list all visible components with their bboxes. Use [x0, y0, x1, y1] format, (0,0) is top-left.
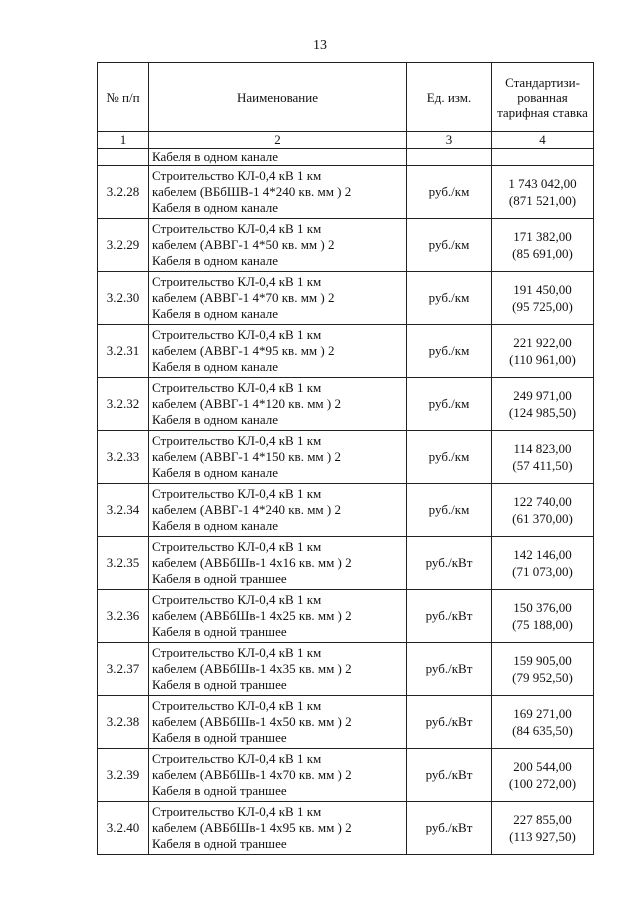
- row-unit: руб./кВт: [407, 643, 492, 696]
- row-rate-half: (75 188,00): [512, 617, 573, 632]
- table-row: [98, 749, 594, 802]
- page-number: 13: [313, 38, 327, 53]
- row-rate: [492, 537, 594, 590]
- row-number: 3.2.28: [98, 166, 149, 219]
- row-name-line: кабелем (АВБбШв-1 4х95 кв. мм ) 2: [152, 820, 352, 835]
- row-name-line: Строительство КЛ-0,4 кВ 1 км: [152, 698, 322, 713]
- row-name-line: кабелем (АВВГ-1 4*95 кв. мм ) 2: [152, 343, 335, 358]
- row-unit: руб./км: [407, 166, 492, 219]
- row-name: [149, 643, 407, 696]
- row-unit: руб./км: [407, 431, 492, 484]
- row-name-line: Кабеля в одном канале: [152, 465, 279, 480]
- row-name: [149, 166, 407, 219]
- row-name-line: Кабеля в одной траншее: [152, 836, 287, 851]
- row-rate: [492, 272, 594, 325]
- row-rate-half: (85 691,00): [512, 246, 573, 261]
- row-name-line: Строительство КЛ-0,4 кВ 1 км: [152, 274, 322, 289]
- row-number: 3.2.31: [98, 325, 149, 378]
- table-row: [98, 643, 594, 696]
- table-row: [98, 484, 594, 537]
- row-rate-value: 159 905,00: [513, 653, 572, 668]
- row-rate: [492, 378, 594, 431]
- row-name: [149, 431, 407, 484]
- row-rate: [492, 643, 594, 696]
- row-number: 3.2.32: [98, 378, 149, 431]
- row-rate: [492, 431, 594, 484]
- row-name-line: Кабеля в одной траншее: [152, 677, 287, 692]
- row-name-line: кабелем (АВВГ-1 4*120 кв. мм ) 2: [152, 396, 341, 411]
- row-rate: [492, 802, 594, 855]
- row-name-line: Кабеля в одном канале: [152, 200, 279, 215]
- row-rate-value: 142 146,00: [513, 547, 572, 562]
- header-name: Наименование: [149, 63, 407, 132]
- row-rate-value: 122 740,00: [513, 494, 572, 509]
- row-name: [149, 219, 407, 272]
- row-rate-value: 114 823,00: [513, 441, 572, 456]
- row-rate-value: 150 376,00: [513, 600, 572, 615]
- row-name-line: Кабеля в одной траншее: [152, 624, 287, 639]
- row-unit: руб./кВт: [407, 749, 492, 802]
- table-row: [98, 431, 594, 484]
- row-rate: [492, 749, 594, 802]
- row-rate-half: (57 411,50): [512, 458, 573, 473]
- row-name-line: кабелем (ВБбШВ-1 4*240 кв. мм ) 2: [152, 184, 352, 199]
- row-rate: [492, 696, 594, 749]
- row-name-line: кабелем (АВВГ-1 4*70 кв. мм ) 2: [152, 290, 335, 305]
- row-name-line: кабелем (АВБбШв-1 4х50 кв. мм ) 2: [152, 714, 352, 729]
- row-name-line: Строительство КЛ-0,4 кВ 1 км: [152, 327, 322, 342]
- column-number: 3: [407, 132, 492, 149]
- row-name-line: кабелем (АВБбШв-1 4х25 кв. мм ) 2: [152, 608, 352, 623]
- column-number: 4: [492, 132, 594, 149]
- row-number: 3.2.35: [98, 537, 149, 590]
- row-rate-half: (79 952,50): [512, 670, 573, 685]
- row-number: 3.2.38: [98, 696, 149, 749]
- row-unit: руб./км: [407, 219, 492, 272]
- row-number: 3.2.33: [98, 431, 149, 484]
- row-unit: руб./км: [407, 378, 492, 431]
- row-name-line: Кабеля в одном канале: [152, 359, 279, 374]
- row-name-line: Строительство КЛ-0,4 кВ 1 км: [152, 168, 322, 183]
- table-row: [98, 219, 594, 272]
- row-name: [149, 272, 407, 325]
- row-rate: [492, 484, 594, 537]
- column-number-row: [98, 132, 594, 149]
- row-name-line: Кабеля в одном канале: [152, 412, 279, 427]
- row-name-line: Кабеля в одном канале: [152, 306, 279, 321]
- row-name: [149, 590, 407, 643]
- row-unit: руб./км: [407, 325, 492, 378]
- row-number: 3.2.34: [98, 484, 149, 537]
- row-rate-half: (61 370,00): [512, 511, 573, 526]
- row-name: [149, 696, 407, 749]
- row-name: [149, 378, 407, 431]
- row-rate-half: (110 961,00): [509, 352, 576, 367]
- header-unit: Ед. изм.: [407, 63, 492, 132]
- row-unit: руб./кВт: [407, 590, 492, 643]
- row-number: 3.2.36: [98, 590, 149, 643]
- row-name-line: Строительство КЛ-0,4 кВ 1 км: [152, 645, 322, 660]
- row-name: [149, 749, 407, 802]
- continuation-num: [98, 149, 149, 166]
- header-num: № п/п: [98, 63, 149, 132]
- row-rate-value: 227 855,00: [513, 812, 572, 827]
- continuation-row: [98, 149, 594, 166]
- row-rate-half: (124 985,50): [508, 405, 577, 420]
- row-name-line: кабелем (АВБбШв-1 4х35 кв. мм ) 2: [152, 661, 352, 676]
- row-unit: руб./кВт: [407, 802, 492, 855]
- row-name-line: Кабеля в одной траншее: [152, 571, 287, 586]
- row-name-line: Строительство КЛ-0,4 кВ 1 км: [152, 380, 322, 395]
- row-rate: [492, 219, 594, 272]
- row-rate-value: 200 544,00: [513, 759, 572, 774]
- row-number: 3.2.40: [98, 802, 149, 855]
- row-name-line: Строительство КЛ-0,4 кВ 1 км: [152, 592, 322, 607]
- column-number: 2: [149, 132, 407, 149]
- table-row: [98, 166, 594, 219]
- tariff-table: [97, 62, 594, 855]
- row-name-line: Строительство КЛ-0,4 кВ 1 км: [152, 751, 322, 766]
- row-rate-half: (113 927,50): [509, 829, 576, 844]
- row-rate-value: 191 450,00: [513, 282, 572, 297]
- row-rate: [492, 166, 594, 219]
- row-name-line: Строительство КЛ-0,4 кВ 1 км: [152, 486, 322, 501]
- table-row: [98, 802, 594, 855]
- row-rate-value: 169 271,00: [513, 706, 572, 721]
- table-row: [98, 325, 594, 378]
- table-row: [98, 272, 594, 325]
- row-name: [149, 484, 407, 537]
- table-row: [98, 696, 594, 749]
- row-name-line: Строительство КЛ-0,4 кВ 1 км: [152, 804, 322, 819]
- row-number: 3.2.29: [98, 219, 149, 272]
- row-rate: [492, 325, 594, 378]
- row-name-line: Кабеля в одной траншее: [152, 730, 287, 745]
- column-number: 1: [98, 132, 149, 149]
- row-rate-half: (871 521,00): [508, 193, 577, 208]
- row-name-line: Строительство КЛ-0,4 кВ 1 км: [152, 221, 322, 236]
- row-rate-half: (84 635,50): [512, 723, 573, 738]
- row-name: [149, 802, 407, 855]
- header-rate: Стандартизи-рованная тарифная ставка: [492, 63, 594, 132]
- row-name-line: кабелем (АВВГ-1 4*240 кв. мм ) 2: [152, 502, 341, 517]
- row-name: [149, 537, 407, 590]
- row-rate-value: 221 922,00: [513, 335, 572, 350]
- continuation-unit: [407, 149, 492, 166]
- row-name-line: Кабеля в одном канале: [152, 518, 279, 533]
- row-name-line: Строительство КЛ-0,4 кВ 1 км: [152, 433, 322, 448]
- table-row: [98, 378, 594, 431]
- row-name: [149, 325, 407, 378]
- row-rate-value: 1 743 042,00: [508, 176, 577, 191]
- row-name-line: Строительство КЛ-0,4 кВ 1 км: [152, 539, 322, 554]
- row-unit: руб./кВт: [407, 696, 492, 749]
- row-number: 3.2.37: [98, 643, 149, 696]
- row-unit: руб./кВт: [407, 537, 492, 590]
- row-rate-value: 171 382,00: [513, 229, 572, 244]
- row-rate-half: (95 725,00): [512, 299, 573, 314]
- row-rate: [492, 590, 594, 643]
- row-rate-half: (100 272,00): [508, 776, 577, 791]
- row-unit: руб./км: [407, 272, 492, 325]
- row-name-line: кабелем (АВБбШв-1 4х16 кв. мм ) 2: [152, 555, 352, 570]
- table-row: [98, 537, 594, 590]
- continuation-text: Кабеля в одном канале: [149, 149, 407, 166]
- row-name-line: Кабеля в одной траншее: [152, 783, 287, 798]
- row-number: 3.2.30: [98, 272, 149, 325]
- row-rate-value: 249 971,00: [513, 388, 572, 403]
- row-name-line: Кабеля в одном канале: [152, 253, 279, 268]
- table-header-row: [98, 63, 594, 132]
- row-name-line: кабелем (АВВГ-1 4*150 кв. мм ) 2: [152, 449, 341, 464]
- row-rate-half: (71 073,00): [512, 564, 573, 579]
- row-number: 3.2.39: [98, 749, 149, 802]
- row-name-line: кабелем (АВБбШв-1 4х70 кв. мм ) 2: [152, 767, 352, 782]
- row-name-line: кабелем (АВВГ-1 4*50 кв. мм ) 2: [152, 237, 335, 252]
- continuation-rate: [492, 149, 594, 166]
- row-unit: руб./км: [407, 484, 492, 537]
- table-row: [98, 590, 594, 643]
